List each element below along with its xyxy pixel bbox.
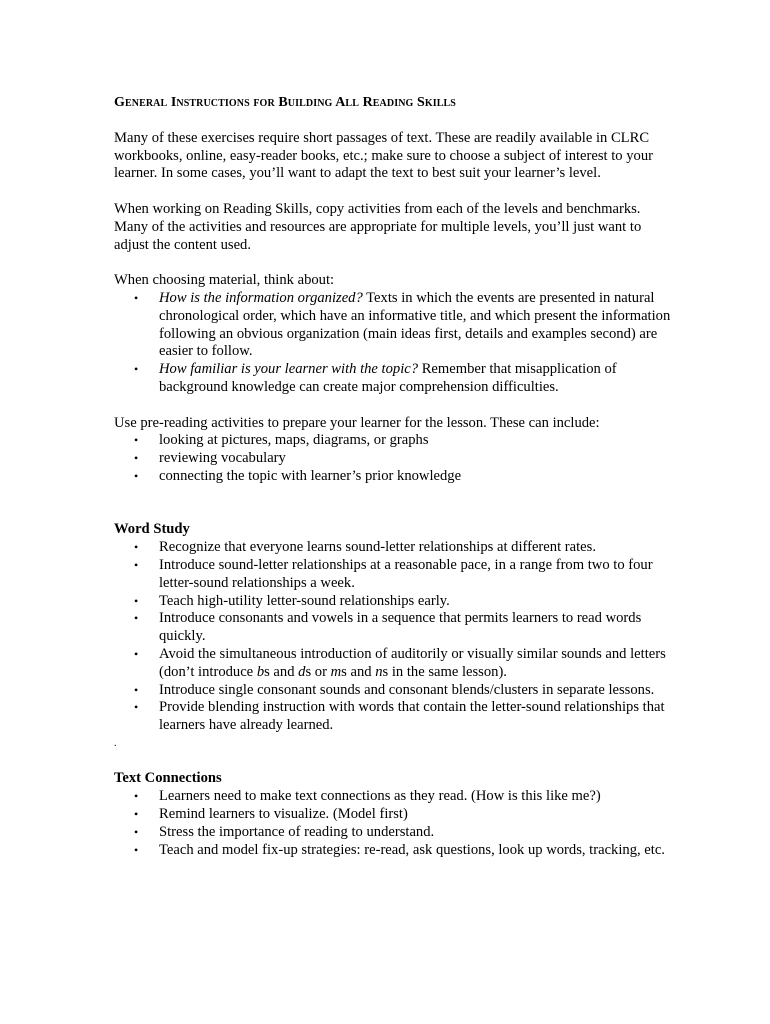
list-item: • Learners need to make text connections as they read. (How is this like me?)	[134, 788, 601, 805]
bullet-icon: •	[134, 682, 139, 697]
prereading-list	[114, 432, 674, 485]
material-lead: When choosing material, think about:	[114, 272, 335, 289]
bullet-icon: •	[134, 842, 139, 857]
bullet-icon: •	[134, 611, 139, 626]
list-item: • Teach high-utility letter-sound relationships early.	[134, 592, 450, 609]
bullet-icon: •	[134, 807, 139, 822]
list-item: • Introduce single consonant sounds and consonant blends/clusters in separate lessons.	[134, 681, 655, 698]
material-text: Remember that misapplication of background knowledge can create major comprehension difficulties.	[159, 361, 617, 395]
bullet-icon: •	[134, 824, 139, 839]
stray-mark: .	[114, 737, 117, 749]
intro-paragraph-1: Many of these exercises require short passages of text. These are readily available in CLRC workbooks, online, easy-reader books, etc.; make sure to choose a subject of interest to your learner. In some cases, you’ll want to adapt the text to best suit your learner’s level.	[114, 129, 653, 182]
list-item: • Introduce sound-letter relationships at a reasonable pace, in a range from two to four letter-sound relationships a week.	[134, 556, 653, 591]
bullet-icon: •	[134, 468, 139, 483]
bullet-icon: •	[134, 557, 139, 572]
bullet-icon: •	[134, 433, 139, 448]
list-item: • looking at pictures, maps, diagrams, or graphs	[134, 432, 429, 449]
bullet-icon: •	[134, 362, 139, 377]
intro-paragraph-2: When working on Reading Skills, copy activities from each of the levels and benchmarks. Many of the activities and resources are appropriate for multiple levels, you’ll just want to adjust the content used.	[114, 200, 642, 253]
text-connections-heading: Text Connections	[114, 770, 222, 787]
list-item: • reviewing vocabulary	[134, 450, 286, 467]
list-item: • Teach and model fix-up strategies: re-read, ask questions, look up words, tracking, etc.	[134, 841, 665, 858]
bullet-icon: •	[134, 646, 139, 661]
material-list	[114, 290, 674, 397]
bullet-icon: •	[134, 700, 139, 715]
prereading-lead: Use pre-reading activities to prepare your learner for the lesson. These can include:	[114, 414, 600, 431]
page-title: General Instructions for Building All Reading Skills	[114, 95, 456, 110]
bullet-icon: •	[134, 451, 139, 466]
list-item	[114, 290, 674, 361]
list-item	[114, 361, 674, 397]
material-text: Texts in which the events are presented in natural chronological order, which have an informative title, and which present the information following an obvious organization (main ideas first, details and examples second) are easier to follow.	[159, 289, 671, 360]
bullet-icon: •	[134, 593, 139, 608]
word-study-list	[114, 539, 674, 735]
word-study-heading: Word Study	[114, 521, 190, 538]
bullet-icon: •	[134, 789, 139, 804]
list-item: • Stress the importance of reading to understand.	[134, 823, 435, 840]
list-item: • Recognize that everyone learns sound-letter relationships at different rates.	[134, 539, 596, 556]
list-item: • connecting the topic with learner’s prior knowledge	[134, 467, 462, 484]
list-item: • Avoid the simultaneous introduction of auditorily or visually similar sounds and letters (don’t introduce bs and ds or ms and ns in the same lesson).	[134, 645, 666, 680]
text-connections-list	[114, 788, 674, 859]
document-page	[114, 94, 674, 859]
list-item: • Introduce consonants and vowels in a sequence that permits learners to read words quickly.	[134, 610, 642, 645]
list-item: • Provide blending instruction with words that contain the letter-sound relationships that learners have already learned.	[134, 699, 665, 734]
material-question: How familiar is your learner with the topic?	[159, 361, 419, 378]
bullet-icon: •	[134, 290, 139, 305]
list-item: • Remind learners to visualize. (Model first)	[134, 806, 408, 823]
material-question: How is the information organized?	[159, 289, 363, 306]
bullet-icon: •	[134, 540, 139, 555]
